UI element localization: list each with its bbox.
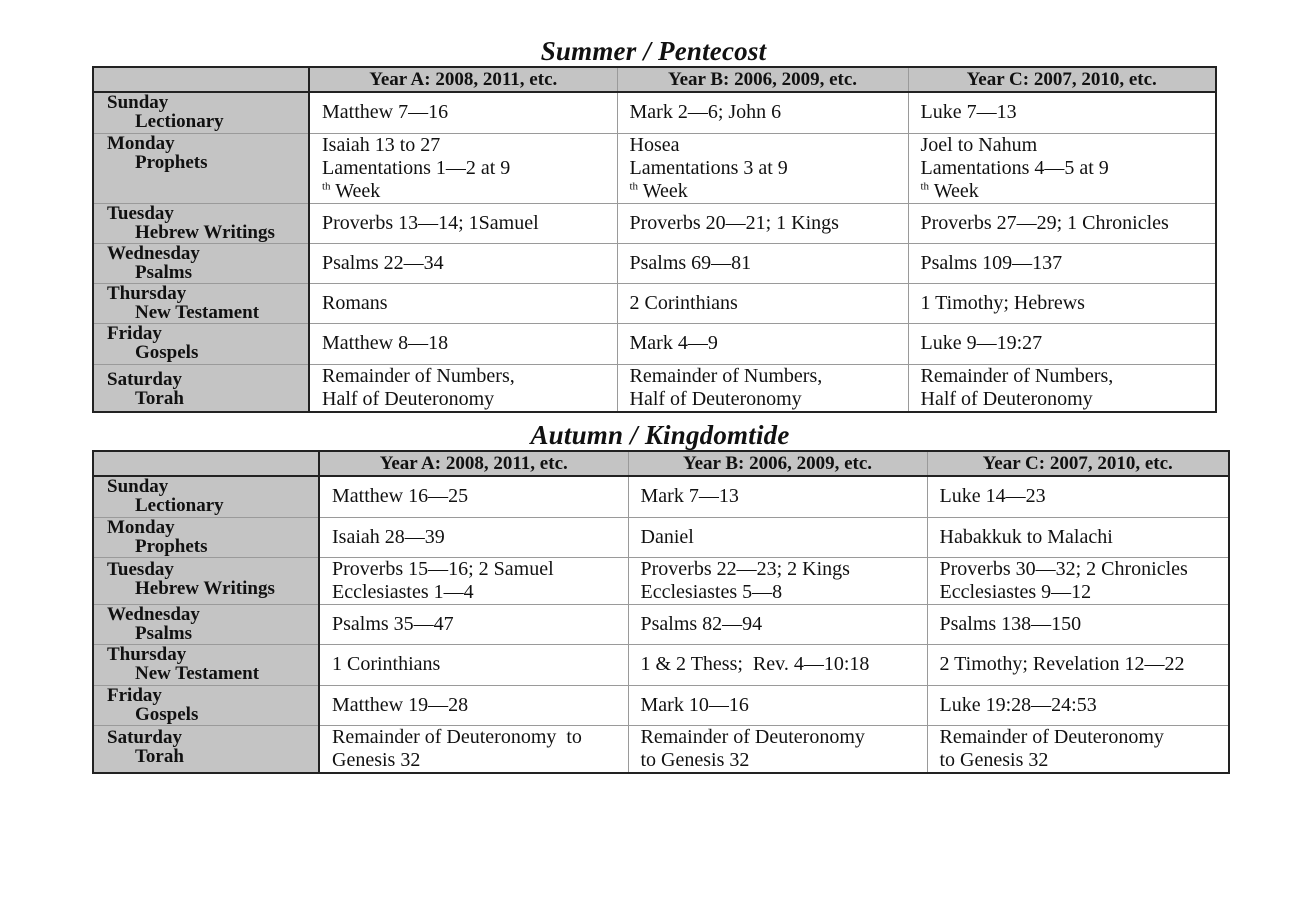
reading-cell: Luke 7—13	[908, 92, 1216, 133]
reading-cell: Isaiah 28—39	[319, 517, 628, 557]
row-header	[93, 133, 309, 203]
reading-cell: 2 Corinthians	[617, 283, 908, 323]
row-header	[93, 517, 319, 557]
reading-cell: Luke 9—19:27	[908, 323, 1216, 364]
reading-cell: Psalms 35—47	[319, 604, 628, 644]
column-header-year-c: Year C: 2007, 2010, etc.	[908, 67, 1216, 92]
table-row	[93, 685, 1229, 725]
day-label: Tuesday	[107, 558, 174, 580]
reading-cell: Mark 10—16	[628, 685, 927, 725]
autumn-schedule-table	[92, 450, 1230, 774]
reading-cell: Proverbs 22—23; 2 Kings Ecclesiastes 5—8	[628, 557, 927, 604]
reading-cell: Hosea Lamentations 3 at 9 $^{th}$ Week	[617, 133, 908, 203]
table-row	[93, 283, 1216, 323]
table-row	[93, 476, 1229, 517]
reading-cell: Daniel	[628, 517, 927, 557]
reading-cell: Remainder of Deuteronomy to Genesis 32	[927, 725, 1229, 773]
row-header	[93, 476, 319, 517]
table-row	[93, 203, 1216, 243]
column-header-year-a: Year A: 2008, 2011, etc.	[309, 67, 617, 92]
autumn-kingdomtide-section	[92, 422, 1228, 774]
reading-cell: Matthew 16—25	[319, 476, 628, 517]
reading-cell: Joel to Nahum Lamentations 4—5 at 9 $^{th}$ Week	[908, 133, 1216, 203]
reading-cell: Proverbs 27—29; 1 Chronicles	[908, 203, 1216, 243]
day-label: Sunday	[107, 476, 169, 497]
row-header	[93, 203, 309, 243]
category-label: Psalms	[135, 261, 192, 283]
table-row	[93, 364, 1216, 412]
reading-cell: Remainder of Numbers, Half of Deuteronomy	[908, 364, 1216, 412]
category-label: Lectionary	[135, 495, 224, 516]
reading-cell: 1 Corinthians	[319, 644, 628, 685]
row-header	[93, 283, 309, 323]
reading-cell: Mark 4—9	[617, 323, 908, 364]
reading-cell: Remainder of Deuteronomy to Genesis 32	[628, 725, 927, 773]
category-label: Torah	[135, 387, 184, 409]
day-label: Friday	[107, 684, 162, 706]
row-header	[93, 243, 309, 283]
table-row	[93, 517, 1229, 557]
row-header	[93, 92, 309, 133]
day-label: Monday	[107, 132, 175, 154]
reading-cell: Romans	[309, 283, 617, 323]
column-header-year-c: Year C: 2007, 2010, etc.	[927, 451, 1229, 476]
day-label: Thursday	[107, 643, 187, 665]
reading-cell: Psalms 69—81	[617, 243, 908, 283]
reading-cell: 1 & 2 Thess; Rev. 4—10:18	[628, 644, 927, 685]
category-label: Lectionary	[135, 111, 224, 132]
section-title: Autumn / Kingdomtide	[530, 420, 790, 450]
table-row	[93, 133, 1216, 203]
reading-cell: Psalms 138—150	[927, 604, 1229, 644]
day-label: Monday	[107, 516, 175, 538]
table-row	[93, 557, 1229, 604]
reading-cell: Proverbs 15—16; 2 Samuel Ecclesiastes 1—4	[319, 557, 628, 604]
column-header-year-b: Year B: 2006, 2009, etc.	[617, 67, 908, 92]
row-header	[93, 685, 319, 725]
reading-cell: Matthew 7—16	[309, 92, 617, 133]
reading-cell: Isaiah 13 to 27 Lamentations 1—2 at 9 $^{th}$ Week	[309, 133, 617, 203]
reading-cell: Matthew 8—18	[309, 323, 617, 364]
category-label: New Testament	[135, 301, 260, 323]
table-row	[93, 92, 1216, 133]
reading-cell: Psalms 82—94	[628, 604, 927, 644]
column-header-year-b: Year B: 2006, 2009, etc.	[628, 451, 927, 476]
category-label: Gospels	[135, 341, 199, 363]
summer-schedule-table	[92, 66, 1217, 413]
section-title: Summer / Pentecost	[540, 36, 767, 66]
category-label: Prophets	[135, 151, 208, 173]
day-label: Wednesday	[107, 242, 200, 264]
summer-pentecost-section	[92, 38, 1215, 413]
row-header	[93, 364, 309, 412]
day-label: Saturday	[107, 368, 182, 390]
reading-cell: Proverbs 13—14; 1Samuel	[309, 203, 617, 243]
row-header	[93, 725, 319, 773]
category-label: Hebrew Writings	[135, 577, 275, 599]
row-header	[93, 604, 319, 644]
reading-cell: Mark 7—13	[628, 476, 927, 517]
day-label: Tuesday	[107, 202, 174, 224]
reading-cell: Habakkuk to Malachi	[927, 517, 1229, 557]
day-label: Friday	[107, 322, 162, 344]
reading-cell: 1 Timothy; Hebrews	[908, 283, 1216, 323]
reading-cell: 2 Timothy; Revelation 12—22	[927, 644, 1229, 685]
category-label: Prophets	[135, 535, 208, 557]
category-label: New Testament	[135, 662, 260, 684]
reading-cell: Mark 2—6; John 6	[617, 92, 908, 133]
reading-cell: Luke 14—23	[927, 476, 1229, 517]
row-header	[93, 557, 319, 604]
reading-cell: Luke 19:28—24:53	[927, 685, 1229, 725]
day-label: Thursday	[107, 282, 187, 304]
reading-cell: Matthew 19—28	[319, 685, 628, 725]
reading-cell: Psalms 22—34	[309, 243, 617, 283]
corner-cell	[93, 451, 319, 476]
reading-cell: Proverbs 20—21; 1 Kings	[617, 203, 908, 243]
table-row	[93, 243, 1216, 283]
reading-cell: Remainder of Deuteronomy to Genesis 32	[319, 725, 628, 773]
reading-cell: Proverbs 30—32; 2 Chronicles Ecclesiastes 9—12	[927, 557, 1229, 604]
row-header	[93, 644, 319, 685]
column-header-year-a: Year A: 2008, 2011, etc.	[319, 451, 628, 476]
reading-cell: Remainder of Numbers, Half of Deuteronomy	[309, 364, 617, 412]
corner-cell	[93, 67, 309, 92]
day-label: Wednesday	[107, 603, 200, 625]
table-row	[93, 725, 1229, 773]
day-label: Saturday	[107, 726, 182, 748]
table-row	[93, 604, 1229, 644]
category-label: Psalms	[135, 622, 192, 644]
table-row	[93, 323, 1216, 364]
row-header	[93, 323, 309, 364]
category-label: Hebrew Writings	[135, 221, 275, 243]
reading-cell: Remainder of Numbers, Half of Deuteronomy	[617, 364, 908, 412]
reading-cell: Psalms 109—137	[908, 243, 1216, 283]
day-label: Sunday	[107, 92, 169, 113]
table-header-row	[93, 451, 1229, 476]
category-label: Gospels	[135, 703, 199, 725]
category-label: Torah	[135, 745, 184, 767]
table-header-row	[93, 67, 1216, 92]
table-row	[93, 644, 1229, 685]
